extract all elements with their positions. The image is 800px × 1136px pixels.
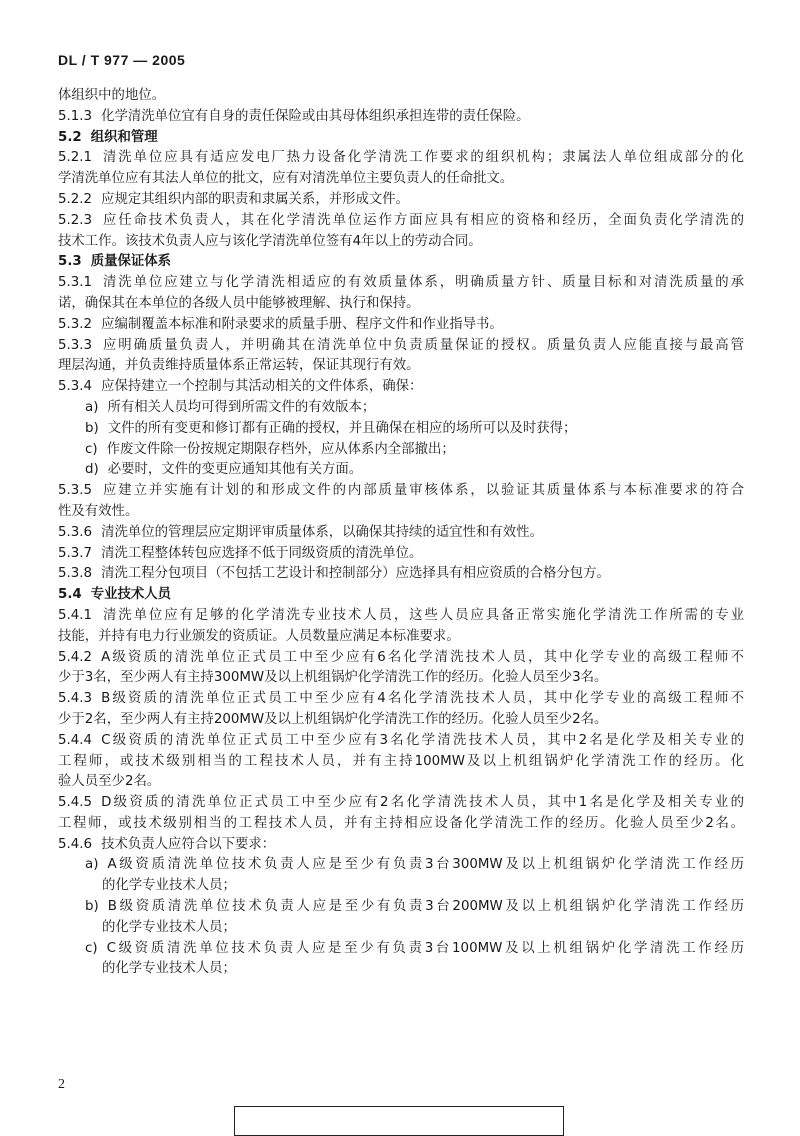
text-line: [58, 148, 744, 169]
clause-text: 清洗单位应有足够的化学清洗专业技术人员，这些人员应具备正常实施化学清洗工作所需的专业: [101, 607, 744, 623]
clause-text: C级资质的清洗单位正式员工中至少应有3名化学清洗技术人员，其中2名是化学及相关专业的: [101, 732, 744, 748]
clause-text: 性及有效性。: [58, 503, 139, 519]
text-line: [58, 752, 744, 773]
text-line: [58, 481, 744, 502]
text-line: [58, 731, 744, 752]
text-line: [58, 668, 744, 689]
text-line: [58, 835, 744, 856]
text-line: [58, 169, 744, 190]
text-line: [58, 294, 744, 315]
clause-text: 的化学专业技术人员；: [102, 919, 236, 935]
text-line: [58, 356, 744, 377]
text-line: [58, 939, 744, 960]
clause-text: 技术工作。该技术负责人应与该化学清洗单位签有4年以上的劳动合同。: [58, 233, 482, 249]
text-line: [58, 128, 744, 149]
clause-text: 化学清洗单位宜有自身的责任保险或由其母体组织承担连带的责任保险。: [101, 108, 530, 124]
text-line: [58, 377, 744, 398]
clause-number: 5.3.4: [58, 379, 93, 395]
clause-number: c): [85, 441, 98, 457]
clause-text: D级资质的清洗单位正式员工中至少应有2名化学清洗技术人员，其中1名是化学及相关专业的: [101, 795, 744, 811]
clause-text: 工程师，或技术级别相当的工程技术人员，并有主持相应设备化学清洗工作的经历。化验人员至少2名。: [58, 815, 744, 831]
clause-number: b): [85, 899, 99, 915]
clause-number: 5.3.1: [58, 275, 93, 291]
text-line: [58, 211, 744, 232]
clause-text: 清洗单位的管理层应定期评审质量体系，以确保其持续的适宜性和有效性。: [101, 524, 543, 540]
clause-text: 必要时，文件的变更应通知其他有关方面。: [107, 462, 363, 478]
clause-number: b): [85, 420, 99, 436]
text-line: [58, 814, 744, 835]
clause-number: a): [85, 399, 99, 415]
clause-number: 5.2.3: [58, 212, 93, 228]
clause-number: 5.2.2: [58, 191, 93, 207]
clause-text: 专业技术人员: [90, 587, 172, 603]
clause-text: 应明确质量负责人，并明确其在清洗单位中负责质量保证的授权。质量负责人应能直接与最高管: [101, 337, 744, 353]
clause-text: 所有相关人员均可得到所需文件的有效版本；: [107, 399, 376, 415]
text-line: [58, 460, 744, 481]
clause-number: 5.3: [58, 254, 82, 270]
clause-number: d): [85, 462, 99, 478]
footer-box: [234, 1106, 564, 1136]
clause-text: 应任命技术负责人，其在化学清洗单位运作方面应具有相应的资格和经历，全面负责化学清洗的: [101, 212, 744, 228]
clause-text: 文件的所有变更和修订都有正确的授权，并且确保在相应的场所可以及时获得；: [107, 420, 577, 436]
clause-text: 清洗单位应建立与化学清洗相适应的有效质量体系，明确质量方针、质量目标和对清洗质量的承: [101, 275, 744, 291]
clause-text: 少于2名，至少两人有主持200MW及以上机组锅炉化学清洗工作的经历。化验人员至少2名。: [58, 711, 608, 727]
clause-number: 5.2.1: [58, 150, 93, 166]
text-line: [58, 523, 744, 544]
text-line: [58, 252, 744, 273]
document-body: [58, 86, 744, 980]
clause-text: 应建立并实施有计划的和形成文件的内部质量审核体系，以验证其质量体系与本标准要求的符合: [101, 483, 744, 499]
standard-code-header: DL / T 977 — 2005: [58, 52, 186, 68]
clause-text: 工程师，或技术级别相当的工程技术人员，并有主持100MW及以上机组锅炉化学清洗工作的经历。化: [58, 753, 744, 769]
text-line: [58, 315, 744, 336]
clause-text: 清洗工程整体转包应选择不低于同级资质的清洗单位。: [101, 545, 423, 561]
clause-number: 5.3.5: [58, 483, 93, 499]
clause-number: 5.1.3: [58, 108, 93, 124]
text-line: [58, 918, 744, 939]
clause-text: 技能，并持有电力行业颁发的资质证。人员数量应满足本标准要求。: [58, 628, 460, 644]
text-line: [58, 273, 744, 294]
clause-text: 质量保证体系: [90, 254, 172, 270]
clause-text: 作废文件除一份按规定期限存档外，应从体系内全部撤出；: [106, 441, 455, 457]
clause-number: 5.3.6: [58, 524, 93, 540]
text-line: [58, 876, 744, 897]
text-line: [58, 772, 744, 793]
clause-number: 5.4.3: [58, 691, 93, 707]
clause-text: 技术负责人应符合以下要求：: [101, 836, 276, 852]
clause-text: 应规定其组织内部的职责和隶属关系，并形成文件。: [101, 191, 410, 207]
text-line: [58, 232, 744, 253]
clause-number: 5.4.6: [58, 836, 93, 852]
clause-number: 5.3.7: [58, 545, 93, 561]
clause-text: 应保持建立一个控制与其活动相关的文件体系，确保：: [101, 379, 423, 395]
clause-text: 学清洗单位应有其法人单位的批文，应有对清洗单位主要负责人的任命批文。: [58, 171, 514, 187]
clause-text: 理层沟通，并负责维持质量体系正常运转，保证其现行有效。: [58, 358, 420, 374]
clause-text: A级资质的清洗单位正式员工中至少应有6名化学清洗技术人员，其中化学专业的高级工程师不: [101, 649, 744, 665]
text-line: [58, 336, 744, 357]
text-line: [58, 793, 744, 814]
clause-number: 5.2: [58, 129, 82, 145]
clause-text: 清洗单位应具有适应发电厂热力设备化学清洗工作要求的组织机构；隶属法人单位组成部分的化: [101, 150, 744, 166]
text-line: [58, 710, 744, 731]
clause-number: 5.4.4: [58, 732, 93, 748]
text-line: [58, 689, 744, 710]
text-line: [58, 86, 744, 107]
text-line: [58, 648, 744, 669]
clause-number: 5.4: [58, 587, 82, 603]
clause-text: A级资质清洗单位技术负责人应是至少有负责3台300MW及以上机组锅炉化学清洗工作经历: [107, 857, 744, 873]
clause-number: 5.3.2: [58, 316, 93, 332]
text-line: [58, 398, 744, 419]
text-line: [58, 107, 744, 128]
clause-number: 5.4.2: [58, 649, 93, 665]
clause-text: 清洗工程分包项目（不包括工艺设计和控制部分）应选择具有相应资质的合格分包方。: [101, 566, 610, 582]
clause-text: 组织和管理: [90, 129, 158, 145]
clause-number: 5.3.3: [58, 337, 93, 353]
text-line: [58, 502, 744, 523]
clause-text: B级资质的清洗单位正式员工中至少应有4名化学清洗技术人员，其中化学专业的高级工程师不: [101, 691, 744, 707]
text-line: [58, 564, 744, 585]
clause-text: 体组织中的地位。: [58, 88, 166, 103]
clause-number: c): [85, 940, 98, 956]
text-line: [58, 419, 744, 440]
clause-text: 验人员至少2名。: [58, 774, 161, 790]
clause-text: 诺，确保其在本单位的各级人员中能够被理解、执行和保持。: [58, 295, 420, 311]
text-line: [58, 585, 744, 606]
text-line: [58, 440, 744, 461]
clause-number: 5.4.1: [58, 607, 93, 623]
text-line: [58, 544, 744, 565]
text-line: [58, 190, 744, 211]
clause-text: 应编制覆盖本标准和附录要求的质量手册、程序文件和作业指导书。: [101, 316, 503, 332]
clause-text: C级资质清洗单位技术负责人应是至少有负责3台100MW及以上机组锅炉化学清洗工作经历: [106, 940, 744, 956]
clause-number: a): [85, 857, 99, 873]
text-line: [58, 959, 744, 980]
clause-number: 5.3.8: [58, 566, 93, 582]
page-number: 2: [58, 1077, 65, 1092]
text-line: [58, 855, 744, 876]
text-line: [58, 897, 744, 918]
text-line: [58, 627, 744, 648]
clause-text: 的化学专业技术人员；: [102, 878, 236, 894]
clause-number: 5.4.5: [58, 795, 93, 811]
clause-text: 的化学专业技术人员；: [102, 961, 236, 977]
clause-text: 少于3名，至少两人有主持300MW及以上机组锅炉化学清洗工作的经历。化验人员至少3名。: [58, 670, 608, 686]
clause-text: B级资质清洗单位技术负责人应是至少有负责3台200MW及以上机组锅炉化学清洗工作经历: [107, 899, 744, 915]
text-line: [58, 606, 744, 627]
